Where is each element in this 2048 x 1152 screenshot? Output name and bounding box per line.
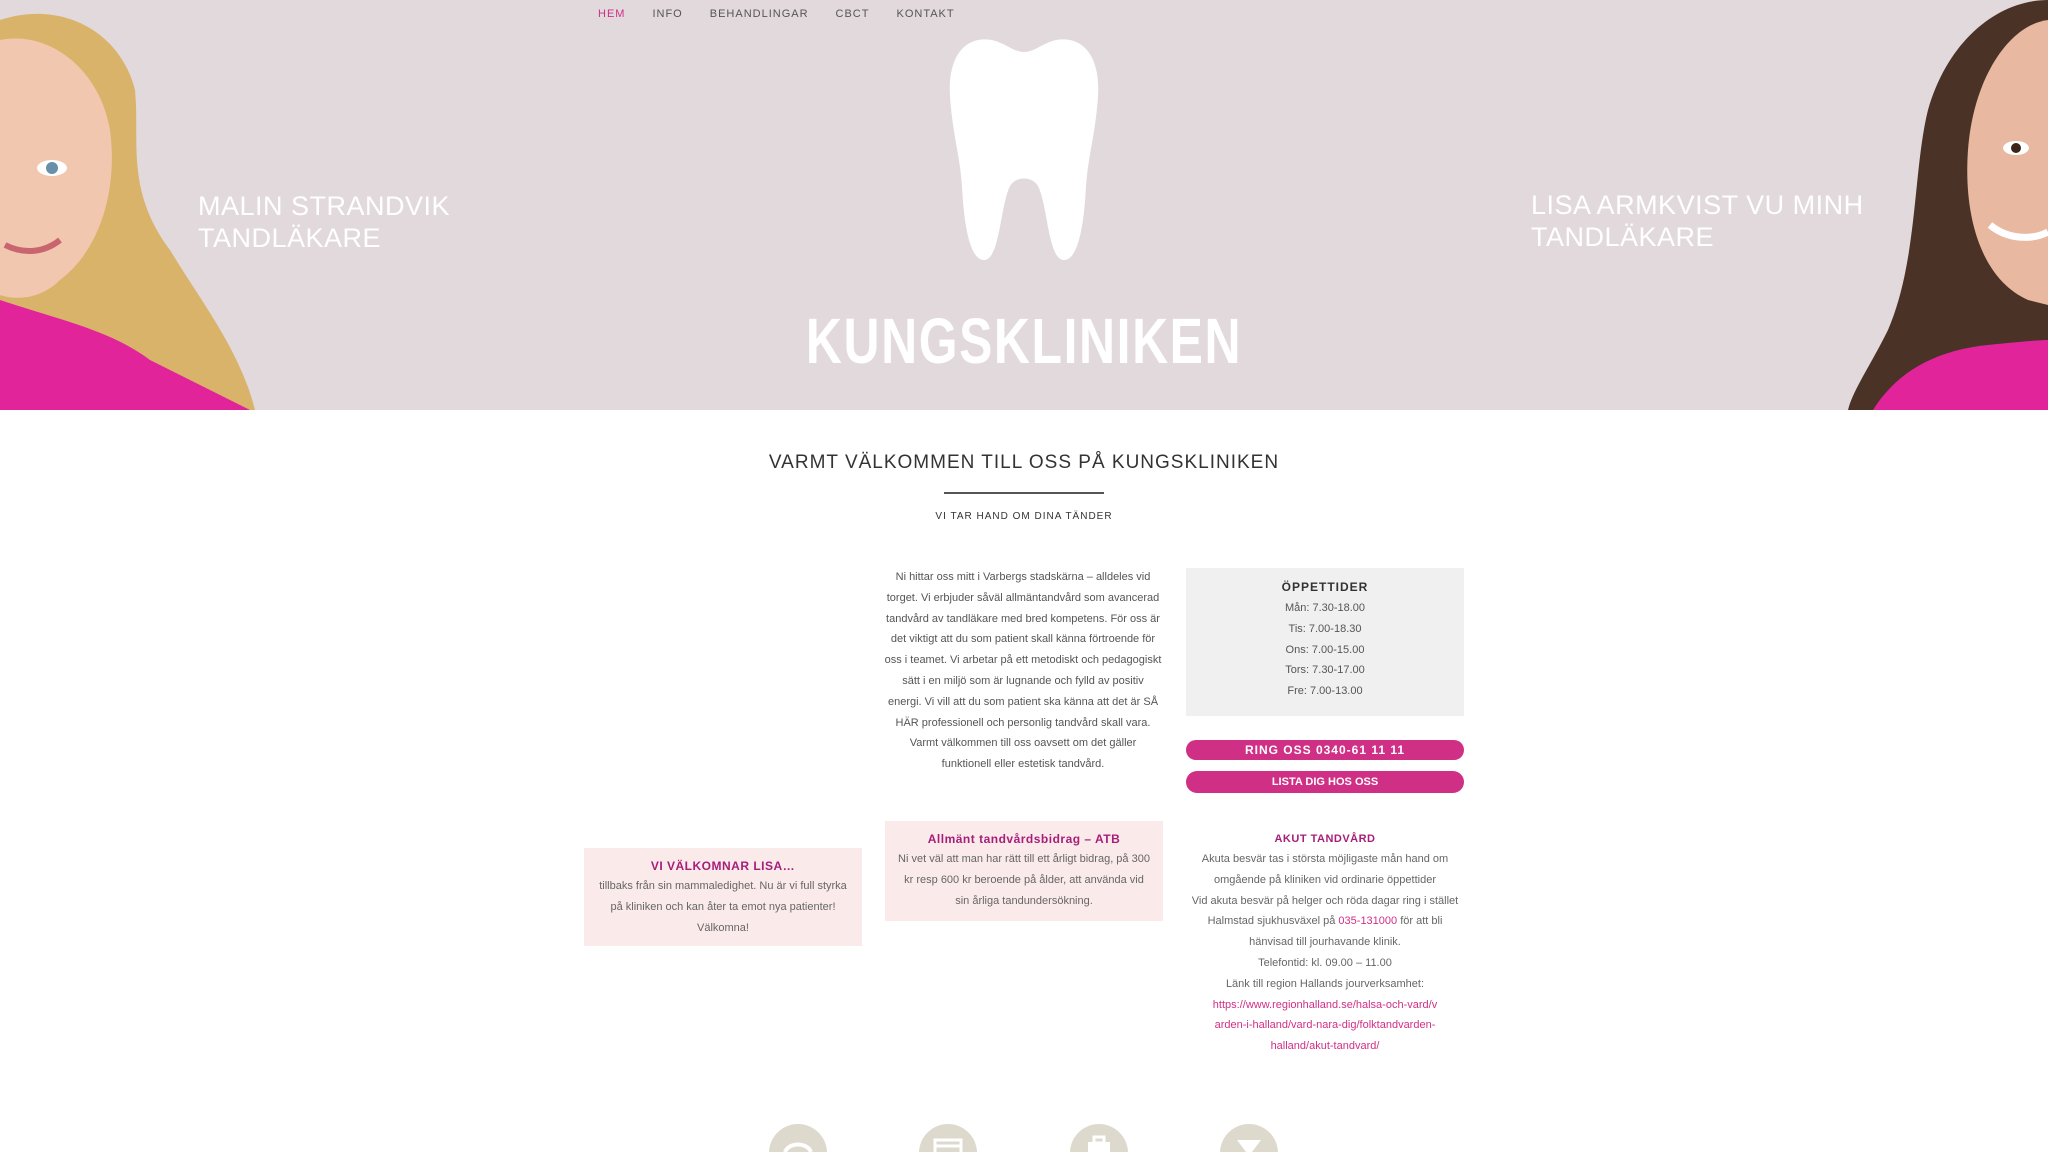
opening-hours-title: ÖPPETTIDER [1281,580,1369,594]
emergency-phone-hours: Telefontid: kl. 09.00 – 11.00 [1258,956,1392,969]
feature-circle-4-icon[interactable] [1220,1124,1278,1152]
emergency-phone-link[interactable]: 035-131000 [1338,915,1398,928]
tooth-logo-icon [948,36,1100,262]
dentist-name-right-role: TANDLÄKARE [1531,222,1715,252]
nav-item-kontakt[interactable]: KONTAKT [896,8,955,20]
register-patient-button[interactable]: LISTA DIG HOS OSS [1186,771,1464,793]
atb-title: Allmänt tandvårdsbidrag – ATB [927,832,1121,846]
dentist-name-left [198,190,450,254]
feature-circle-2-icon[interactable] [919,1124,977,1152]
emergency-title: AKUT TANDVÅRD [1274,833,1376,845]
opening-hours-box [1186,568,1464,716]
nav-item-info[interactable]: INFO [652,8,683,20]
emergency-link-label: Länk till region Hallands jourverksamhet: [1225,977,1425,990]
welcome-lisa-title: VI VÄLKOMNAR LISA… [650,859,796,873]
brand-name: KUNGSKLINIKEN [805,305,1243,377]
hours-row-tue: Tis: 7.00-18.30 [1288,622,1362,635]
welcome-title: VARMT VÄLKOMMEN TILL OSS PÅ KUNGSKLINIKEN [768,452,1280,473]
dentist-name-right-name: LISA ARMKVIST VU MINH [1531,190,1864,220]
hours-row-fri: Fre: 7.00-13.00 [1287,685,1363,698]
welcome-subtitle: VI TAR HAND OM DINA TÄNDER [935,511,1113,522]
hours-row-thu: Tors: 7.30-17.00 [1285,664,1365,677]
call-us-button[interactable]: RING OSS 0340-61 11 11 [1186,740,1464,760]
nav-item-cbct[interactable]: CBCT [835,8,870,20]
nav-item-hem[interactable]: HEM [598,8,626,20]
hours-row-mon: Mån: 7.30-18.00 [1284,602,1366,614]
intro-text: Ni hittar oss mitt i Varbergs stadskärna – alldeles vid torget. Vi erbjuder såväl allmäntandvård som avancerad tandvård av tandläkare med bred kompetens. För oss är det viktigt att du som patient skall känna förtroende för oss i teamet. Vi arbetar på ett metodiskt och pedagogiskt sätt i en miljö som är lugnande och fylld av positiv energi. Vi vill att du som patient ska känna att det är SÅ HÄR professionell och personlig tandvård skall vara. Varmt välkommen till oss oavsett om det gäller funktionell eller estetisk tandvård. [884,571,1162,771]
nav-item-behandlingar[interactable]: BEHANDLINGAR [709,8,809,20]
divider [944,492,1104,494]
dentist-name-left-name: MALIN STRANDVIK [198,191,451,221]
atb-box [885,821,1163,921]
dentist-name-right [1531,189,1864,253]
emergency-text-2-pre: Vid akuta besvär på helger och röda dagar ring i stället Halmstad sjukhusväxel på [1191,894,1459,928]
welcome-lisa-text: tillbaks från sin mammaledighet. Nu är vi full styrka på kliniken och kan åter ta emot nya patienter! Välkomna! [599,880,847,934]
emergency-text [1186,849,1464,1057]
welcome-lisa-box [584,848,862,946]
hero-banner [0,0,2048,410]
main-nav [598,8,982,20]
feature-circle-3-icon[interactable] [1070,1124,1128,1152]
region-halland-link[interactable]: https://www.regionhalland.se/halsa-och-vard/varden-i-halland/vard-nara-dig/folktandvarden-halland/akut-tandvard/ [1212,998,1438,1053]
dentist-name-left-role: TANDLÄKARE [198,223,382,253]
emergency-text-2 [1186,891,1464,953]
feature-circle-1-icon[interactable] [769,1124,827,1152]
hours-row-wed: Ons: 7.00-15.00 [1285,643,1365,656]
emergency-text-2-post: för att bli hänvisad till jourhavande klinik. [1249,915,1443,949]
emergency-text-1: Akuta besvär tas i största möjligaste mån hand om omgående på kliniken vid ordinarie öppettider [1201,853,1449,886]
emergency-section [1186,829,1464,1057]
atb-text: Ni vet väl att man har rätt till ett årligt bidrag, på 300 kr resp 600 kr beroende på ålder, att använda vid sin årliga tandundersökning. [898,853,1150,907]
